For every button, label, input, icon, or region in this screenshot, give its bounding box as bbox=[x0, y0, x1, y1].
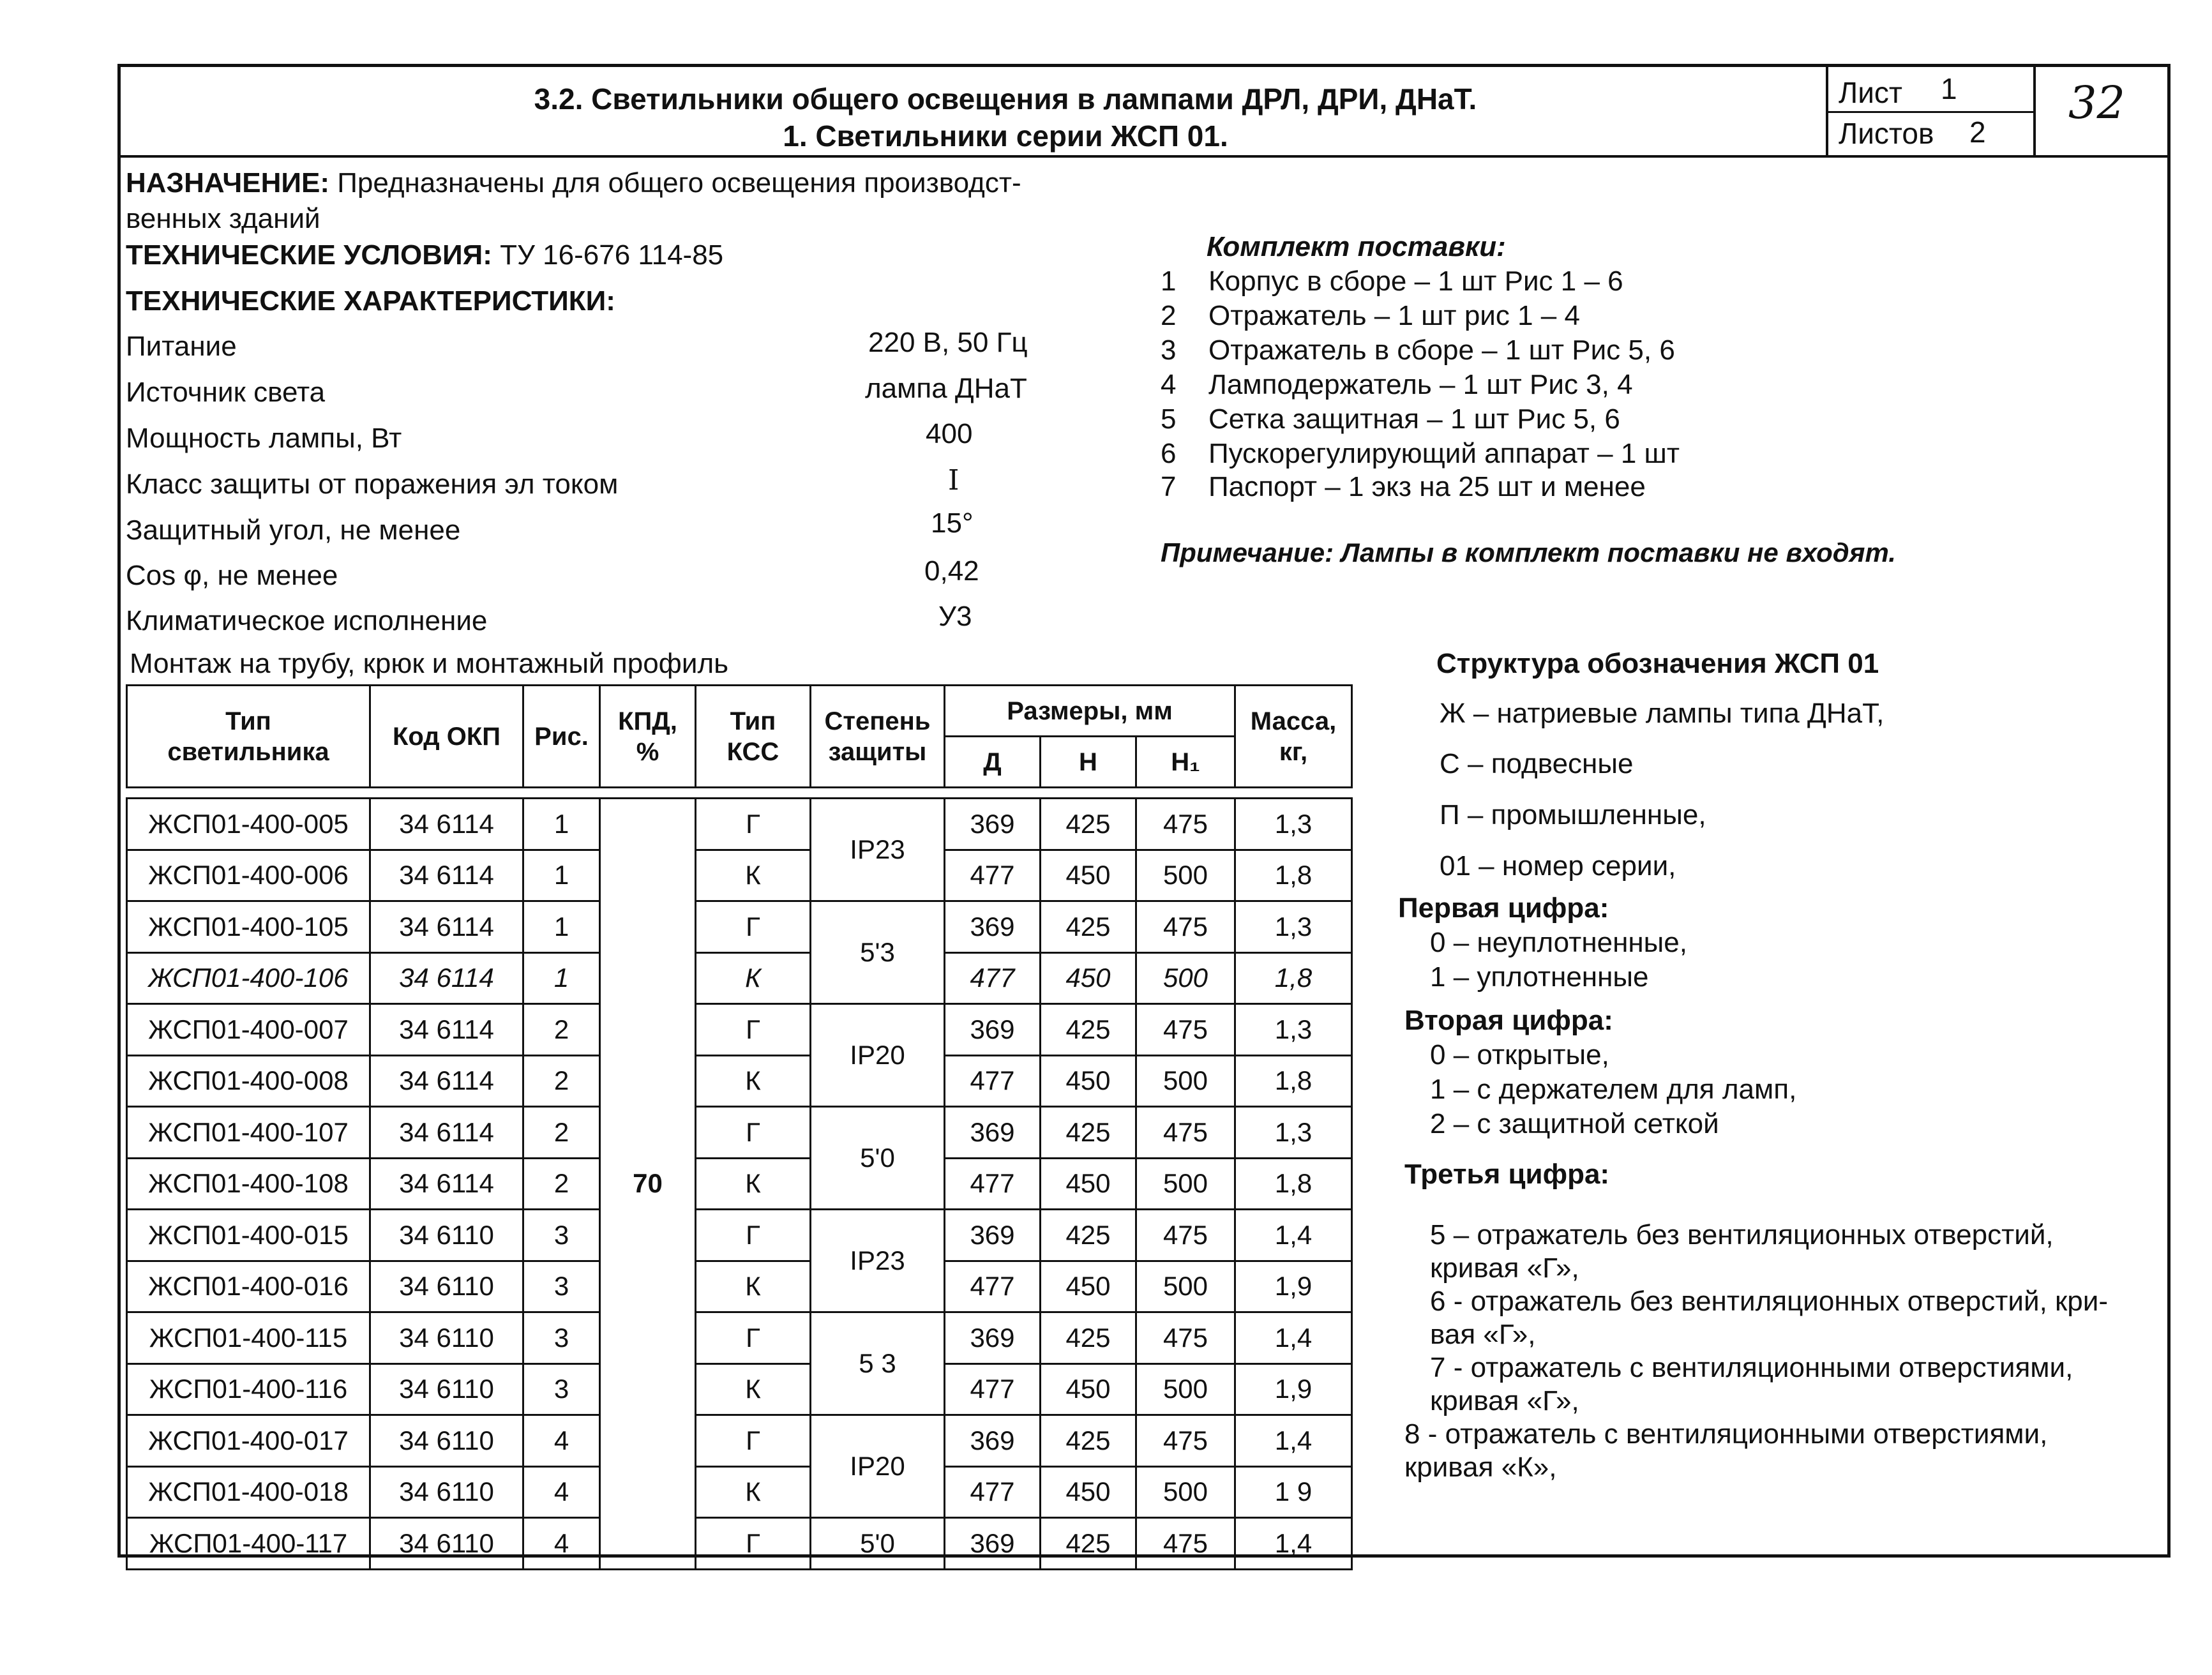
cell-h1: 500 bbox=[1136, 1466, 1235, 1518]
cell-okp: 34 6114 bbox=[370, 901, 523, 953]
cell-kss: К bbox=[696, 952, 811, 1004]
cell-okp: 34 6114 bbox=[370, 1055, 523, 1107]
cell-h: 425 bbox=[1041, 799, 1136, 850]
table-row bbox=[127, 1363, 1352, 1415]
spec-value: 220 В, 50 Гц bbox=[868, 327, 1028, 358]
cell-kpd: 70 bbox=[600, 799, 696, 1570]
delivery-heading: Комплект поставки: bbox=[1207, 231, 1506, 262]
cell-okp: 34 6110 bbox=[370, 1363, 523, 1415]
cell-kss: Г bbox=[696, 1004, 811, 1056]
cell-okp: 34 6114 bbox=[370, 850, 523, 901]
spec-name: Источник света bbox=[126, 377, 326, 408]
cell-fig: 1 bbox=[523, 901, 600, 953]
cell-type: ЖСП01-400-106 bbox=[127, 952, 370, 1004]
second-digit-item: 0 – открытые, bbox=[1430, 1039, 1609, 1070]
purpose-text: Предназначены для общего освещения производст- bbox=[337, 167, 1021, 199]
cell-type: ЖСП01-400-005 bbox=[127, 799, 370, 850]
header-mass: Масса, кг, bbox=[1235, 686, 1352, 788]
cell-d: 369 bbox=[945, 1210, 1041, 1261]
cell-d: 477 bbox=[945, 1261, 1041, 1312]
spec-value: 15° bbox=[931, 507, 974, 539]
cell-h1: 475 bbox=[1136, 1415, 1235, 1467]
cell-fig: 2 bbox=[523, 1055, 600, 1107]
first-digit-item: 0 – неуплотненные, bbox=[1430, 927, 1688, 958]
cell-okp: 34 6110 bbox=[370, 1210, 523, 1261]
cell-kss: К bbox=[696, 1158, 811, 1210]
cell-type: ЖСП01-400-008 bbox=[127, 1055, 370, 1107]
cell-type: ЖСП01-400-105 bbox=[127, 901, 370, 953]
tech-conditions-line bbox=[126, 239, 723, 271]
header-protection: Степень защиты bbox=[811, 686, 945, 788]
header-h: Н bbox=[1041, 737, 1136, 788]
cell-h1: 475 bbox=[1136, 1312, 1235, 1364]
cell-type: ЖСП01-400-018 bbox=[127, 1466, 370, 1518]
cell-kss: К bbox=[696, 1261, 811, 1312]
purpose-text-cont: венных зданий bbox=[126, 203, 320, 234]
cell-type: ЖСП01-400-116 bbox=[127, 1363, 370, 1415]
cell-type: ЖСП01-400-007 bbox=[127, 1004, 370, 1056]
third-digit-item: кривая «Г», bbox=[1430, 1252, 1579, 1284]
cell-mass: 1,3 bbox=[1235, 799, 1352, 850]
table-row bbox=[127, 901, 1352, 953]
mounting-text: Монтаж на трубу, крюк и монтажный профиль bbox=[130, 648, 729, 679]
second-digit-heading: Вторая цифра: bbox=[1404, 1005, 1613, 1036]
third-digit-item: 5 – отражатель без вентиляционных отверстий, bbox=[1430, 1219, 2054, 1251]
cell-fig: 3 bbox=[523, 1261, 600, 1312]
sheets-value: 2 bbox=[1969, 116, 1986, 149]
cell-h: 425 bbox=[1041, 1004, 1136, 1056]
cell-protection: 5'0 bbox=[811, 1518, 945, 1570]
cell-mass: 1,4 bbox=[1235, 1415, 1352, 1467]
structure-line: 01 – номер серии, bbox=[1440, 850, 1676, 882]
cell-okp: 34 6114 bbox=[370, 1158, 523, 1210]
cell-mass: 1,4 bbox=[1235, 1312, 1352, 1364]
table-row bbox=[127, 1518, 1352, 1570]
tech-specs-heading: ТЕХНИЧЕСКИЕ ХАРАКТЕРИСТИКИ: bbox=[126, 285, 615, 317]
cell-mass: 1,4 bbox=[1235, 1210, 1352, 1261]
delivery-item: Пускорегулирующий аппарат – 1 шт bbox=[1208, 438, 1680, 469]
structure-line: Ж – натриевые лампы типа ДНаТ, bbox=[1440, 698, 1885, 729]
first-digit-heading: Первая цифра: bbox=[1398, 892, 1609, 924]
cell-type: ЖСП01-400-015 bbox=[127, 1210, 370, 1261]
cell-okp: 34 6114 bbox=[370, 1107, 523, 1159]
cell-d: 369 bbox=[945, 901, 1041, 953]
cell-h: 425 bbox=[1041, 1415, 1136, 1467]
cell-type: ЖСП01-400-107 bbox=[127, 1107, 370, 1159]
table-row bbox=[127, 1158, 1352, 1210]
third-digit-heading: Третья цифра: bbox=[1404, 1159, 1610, 1190]
cell-kss: К bbox=[696, 1055, 811, 1107]
cell-h: 425 bbox=[1041, 1210, 1136, 1261]
cell-h: 450 bbox=[1041, 1055, 1136, 1107]
cell-h1: 500 bbox=[1136, 1055, 1235, 1107]
cell-type: ЖСП01-400-017 bbox=[127, 1415, 370, 1467]
spec-name: Климатическое исполнение bbox=[126, 605, 488, 636]
spec-value: лампа ДНаТ bbox=[865, 373, 1027, 404]
header-sheet-rule bbox=[1826, 111, 2035, 113]
header-type: Тип светильника bbox=[127, 686, 370, 788]
third-digit-item: вая «Г», bbox=[1430, 1319, 1536, 1350]
cell-fig: 4 bbox=[523, 1518, 600, 1570]
delivery-num: 6 bbox=[1161, 438, 1177, 469]
table-row bbox=[127, 799, 1352, 850]
cell-kss: К bbox=[696, 1466, 811, 1518]
tech-conditions-label: ТЕХНИЧЕСКИЕ УСЛОВИЯ: bbox=[126, 239, 492, 271]
cell-kss: Г bbox=[696, 901, 811, 953]
cell-fig: 1 bbox=[523, 952, 600, 1004]
cell-d: 477 bbox=[945, 1466, 1041, 1518]
cell-h1: 500 bbox=[1136, 1261, 1235, 1312]
delivery-num: 1 bbox=[1161, 266, 1177, 297]
cell-d: 369 bbox=[945, 1518, 1041, 1570]
third-digit-item: 6 - отражатель без вентиляционных отверстий, кри- bbox=[1430, 1286, 2108, 1317]
spec-name: Защитный угол, не менее bbox=[126, 515, 461, 546]
cell-d: 369 bbox=[945, 1004, 1041, 1056]
third-digit-item: 7 - отражатель с вентиляционными отверстиями, bbox=[1430, 1352, 2073, 1383]
table-row bbox=[127, 1261, 1352, 1312]
cell-kss: Г bbox=[696, 1107, 811, 1159]
second-digit-item: 1 – с держателем для ламп, bbox=[1430, 1074, 1797, 1105]
cell-protection: IP23 bbox=[811, 799, 945, 901]
structure-heading: Структура обозначения ЖСП 01 bbox=[1436, 648, 1879, 679]
spec-name: Питание bbox=[126, 331, 237, 362]
cell-mass: 1,4 bbox=[1235, 1518, 1352, 1570]
cell-mass: 1,9 bbox=[1235, 1363, 1352, 1415]
cell-okp: 34 6114 bbox=[370, 952, 523, 1004]
delivery-num: 3 bbox=[1161, 334, 1177, 366]
cell-d: 369 bbox=[945, 1107, 1041, 1159]
cell-h1: 500 bbox=[1136, 850, 1235, 901]
cell-okp: 34 6110 bbox=[370, 1518, 523, 1570]
delivery-item: Ламподержатель – 1 шт Рис 3, 4 bbox=[1208, 369, 1633, 400]
cell-fig: 2 bbox=[523, 1107, 600, 1159]
cell-h: 450 bbox=[1041, 850, 1136, 901]
cell-okp: 34 6114 bbox=[370, 1004, 523, 1056]
table-row bbox=[127, 1210, 1352, 1261]
header-bottom-rule bbox=[117, 155, 2171, 158]
cell-type: ЖСП01-400-016 bbox=[127, 1261, 370, 1312]
spec-name: Cos φ, не менее bbox=[126, 560, 338, 591]
delivery-item: Отражатель в сборе – 1 шт Рис 5, 6 bbox=[1208, 334, 1675, 366]
cell-okp: 34 6110 bbox=[370, 1261, 523, 1312]
luminaire-table bbox=[126, 684, 1353, 1570]
cell-okp: 34 6110 bbox=[370, 1415, 523, 1467]
header-kss: Тип КСС bbox=[696, 686, 811, 788]
cell-h1: 475 bbox=[1136, 1107, 1235, 1159]
cell-type: ЖСП01-400-006 bbox=[127, 850, 370, 901]
cell-type: ЖСП01-400-115 bbox=[127, 1312, 370, 1364]
cell-d: 477 bbox=[945, 1158, 1041, 1210]
cell-d: 477 bbox=[945, 1363, 1041, 1415]
delivery-item: Отражатель – 1 шт рис 1 – 4 bbox=[1208, 300, 1580, 331]
cell-h: 450 bbox=[1041, 1158, 1136, 1210]
cell-mass: 1,3 bbox=[1235, 901, 1352, 953]
table-row bbox=[127, 1055, 1352, 1107]
cell-h1: 500 bbox=[1136, 1158, 1235, 1210]
third-digit-item: кривая «Г», bbox=[1430, 1385, 1579, 1416]
delivery-num: 7 bbox=[1161, 471, 1177, 502]
cell-h: 450 bbox=[1041, 1466, 1136, 1518]
cell-fig: 2 bbox=[523, 1158, 600, 1210]
cell-d: 369 bbox=[945, 1415, 1041, 1467]
cell-h: 425 bbox=[1041, 1518, 1136, 1570]
table-spacer bbox=[127, 788, 1352, 799]
sheet-label: Лист bbox=[1839, 76, 1902, 109]
delivery-num: 2 bbox=[1161, 300, 1177, 331]
cell-protection: 5 3 bbox=[811, 1312, 945, 1415]
cell-h1: 475 bbox=[1136, 1210, 1235, 1261]
cell-h1: 500 bbox=[1136, 952, 1235, 1004]
spec-value: I bbox=[948, 464, 959, 497]
cell-kss: Г bbox=[696, 1518, 811, 1570]
header-fig: Рис. bbox=[523, 686, 600, 788]
cell-fig: 1 bbox=[523, 850, 600, 901]
spec-name: Класс защиты от поражения эл током bbox=[126, 469, 619, 500]
header-dims: Размеры, мм bbox=[945, 686, 1235, 737]
purpose-line bbox=[126, 167, 1021, 199]
cell-kss: К bbox=[696, 1363, 811, 1415]
cell-type: ЖСП01-400-117 bbox=[127, 1518, 370, 1570]
table-row bbox=[127, 1466, 1352, 1518]
tech-conditions-value: ТУ 16-676 114-85 bbox=[500, 239, 724, 271]
cell-h: 425 bbox=[1041, 1107, 1136, 1159]
structure-line: С – подвесные bbox=[1440, 748, 1634, 779]
cell-kss: Г bbox=[696, 1415, 811, 1467]
cell-h: 425 bbox=[1041, 1312, 1136, 1364]
cell-fig: 3 bbox=[523, 1363, 600, 1415]
cell-protection: IP20 bbox=[811, 1004, 945, 1107]
cell-h1: 475 bbox=[1136, 799, 1235, 850]
cell-protection: IP23 bbox=[811, 1210, 945, 1312]
cell-h1: 500 bbox=[1136, 1363, 1235, 1415]
structure-line: П – промышленные, bbox=[1440, 799, 1706, 830]
cell-d: 477 bbox=[945, 1055, 1041, 1107]
sheets-label: Листов bbox=[1839, 117, 1934, 150]
cell-d: 477 bbox=[945, 850, 1041, 901]
spec-value: 0,42 bbox=[924, 555, 979, 587]
cell-fig: 1 bbox=[523, 799, 600, 850]
second-digit-item: 2 – с защитной сеткой bbox=[1430, 1108, 1719, 1139]
table-row bbox=[127, 952, 1352, 1004]
third-digit-item: кривая «К», bbox=[1404, 1452, 1557, 1483]
header-h1: Н₁ bbox=[1136, 737, 1235, 788]
cell-kss: Г bbox=[696, 1312, 811, 1364]
delivery-item: Корпус в сборе – 1 шт Рис 1 – 6 bbox=[1208, 266, 1623, 297]
cell-mass: 1,8 bbox=[1235, 1158, 1352, 1210]
cell-d: 477 bbox=[945, 952, 1041, 1004]
cell-type: ЖСП01-400-108 bbox=[127, 1158, 370, 1210]
header-kpd: КПД, % bbox=[600, 686, 696, 788]
page-number: 32 bbox=[2068, 77, 2126, 129]
cell-okp: 34 6110 bbox=[370, 1312, 523, 1364]
cell-h1: 475 bbox=[1136, 901, 1235, 953]
cell-kss: К bbox=[696, 850, 811, 901]
table-row bbox=[127, 1107, 1352, 1159]
cell-h: 425 bbox=[1041, 901, 1136, 953]
purpose-label: НАЗНАЧЕНИЕ: bbox=[126, 167, 329, 199]
header-okp: Код ОКП bbox=[370, 686, 523, 788]
series-title: 1. Светильники серии ЖСП 01. bbox=[783, 119, 1228, 153]
delivery-item: Сетка защитная – 1 шт Рис 5, 6 bbox=[1208, 403, 1620, 435]
delivery-item: Паспорт – 1 экз на 25 шт и менее bbox=[1208, 471, 1646, 502]
cell-fig: 3 bbox=[523, 1210, 600, 1261]
delivery-num: 5 bbox=[1161, 403, 1177, 435]
cell-mass: 1,3 bbox=[1235, 1004, 1352, 1056]
spec-name: Мощность лампы, Вт bbox=[126, 423, 402, 454]
delivery-num: 4 bbox=[1161, 369, 1177, 400]
cell-h: 450 bbox=[1041, 1261, 1136, 1312]
header-d: Д bbox=[945, 737, 1041, 788]
cell-fig: 3 bbox=[523, 1312, 600, 1364]
cell-d: 369 bbox=[945, 799, 1041, 850]
spec-value: 400 bbox=[926, 418, 973, 449]
table-row bbox=[127, 850, 1352, 901]
cell-h: 450 bbox=[1041, 952, 1136, 1004]
cell-fig: 4 bbox=[523, 1466, 600, 1518]
cell-mass: 1,8 bbox=[1235, 1055, 1352, 1107]
cell-mass: 1,8 bbox=[1235, 952, 1352, 1004]
sheet-value: 1 bbox=[1941, 72, 1957, 105]
cell-fig: 2 bbox=[523, 1004, 600, 1056]
third-digit-item: 8 - отражатель с вентиляционными отверстиями, bbox=[1404, 1418, 2048, 1450]
cell-okp: 34 6110 bbox=[370, 1466, 523, 1518]
cell-fig: 4 bbox=[523, 1415, 600, 1467]
first-digit-item: 1 – уплотненные bbox=[1430, 961, 1649, 993]
cell-d: 369 bbox=[945, 1312, 1041, 1364]
cell-okp: 34 6114 bbox=[370, 799, 523, 850]
table-row bbox=[127, 1312, 1352, 1364]
cell-mass: 1,9 bbox=[1235, 1261, 1352, 1312]
cell-protection: 5'0 bbox=[811, 1107, 945, 1210]
spec-value: У3 bbox=[938, 601, 972, 632]
cell-mass: 1,3 bbox=[1235, 1107, 1352, 1159]
cell-protection: IP20 bbox=[811, 1415, 945, 1518]
cell-kss: Г bbox=[696, 799, 811, 850]
delivery-note: Примечание: Лампы в комплект поставки не входят. bbox=[1161, 537, 1896, 567]
table-row bbox=[127, 1004, 1352, 1056]
table-row bbox=[127, 1415, 1352, 1467]
cell-h: 450 bbox=[1041, 1363, 1136, 1415]
cell-mass: 1,8 bbox=[1235, 850, 1352, 901]
cell-protection: 5'3 bbox=[811, 901, 945, 1004]
cell-h1: 475 bbox=[1136, 1004, 1235, 1056]
cell-mass: 1 9 bbox=[1235, 1466, 1352, 1518]
section-title: 3.2. Светильники общего освещения в лампами ДРЛ, ДРИ, ДНаТ. bbox=[534, 82, 1477, 116]
cell-h1: 475 bbox=[1136, 1518, 1235, 1570]
cell-kss: Г bbox=[696, 1210, 811, 1261]
